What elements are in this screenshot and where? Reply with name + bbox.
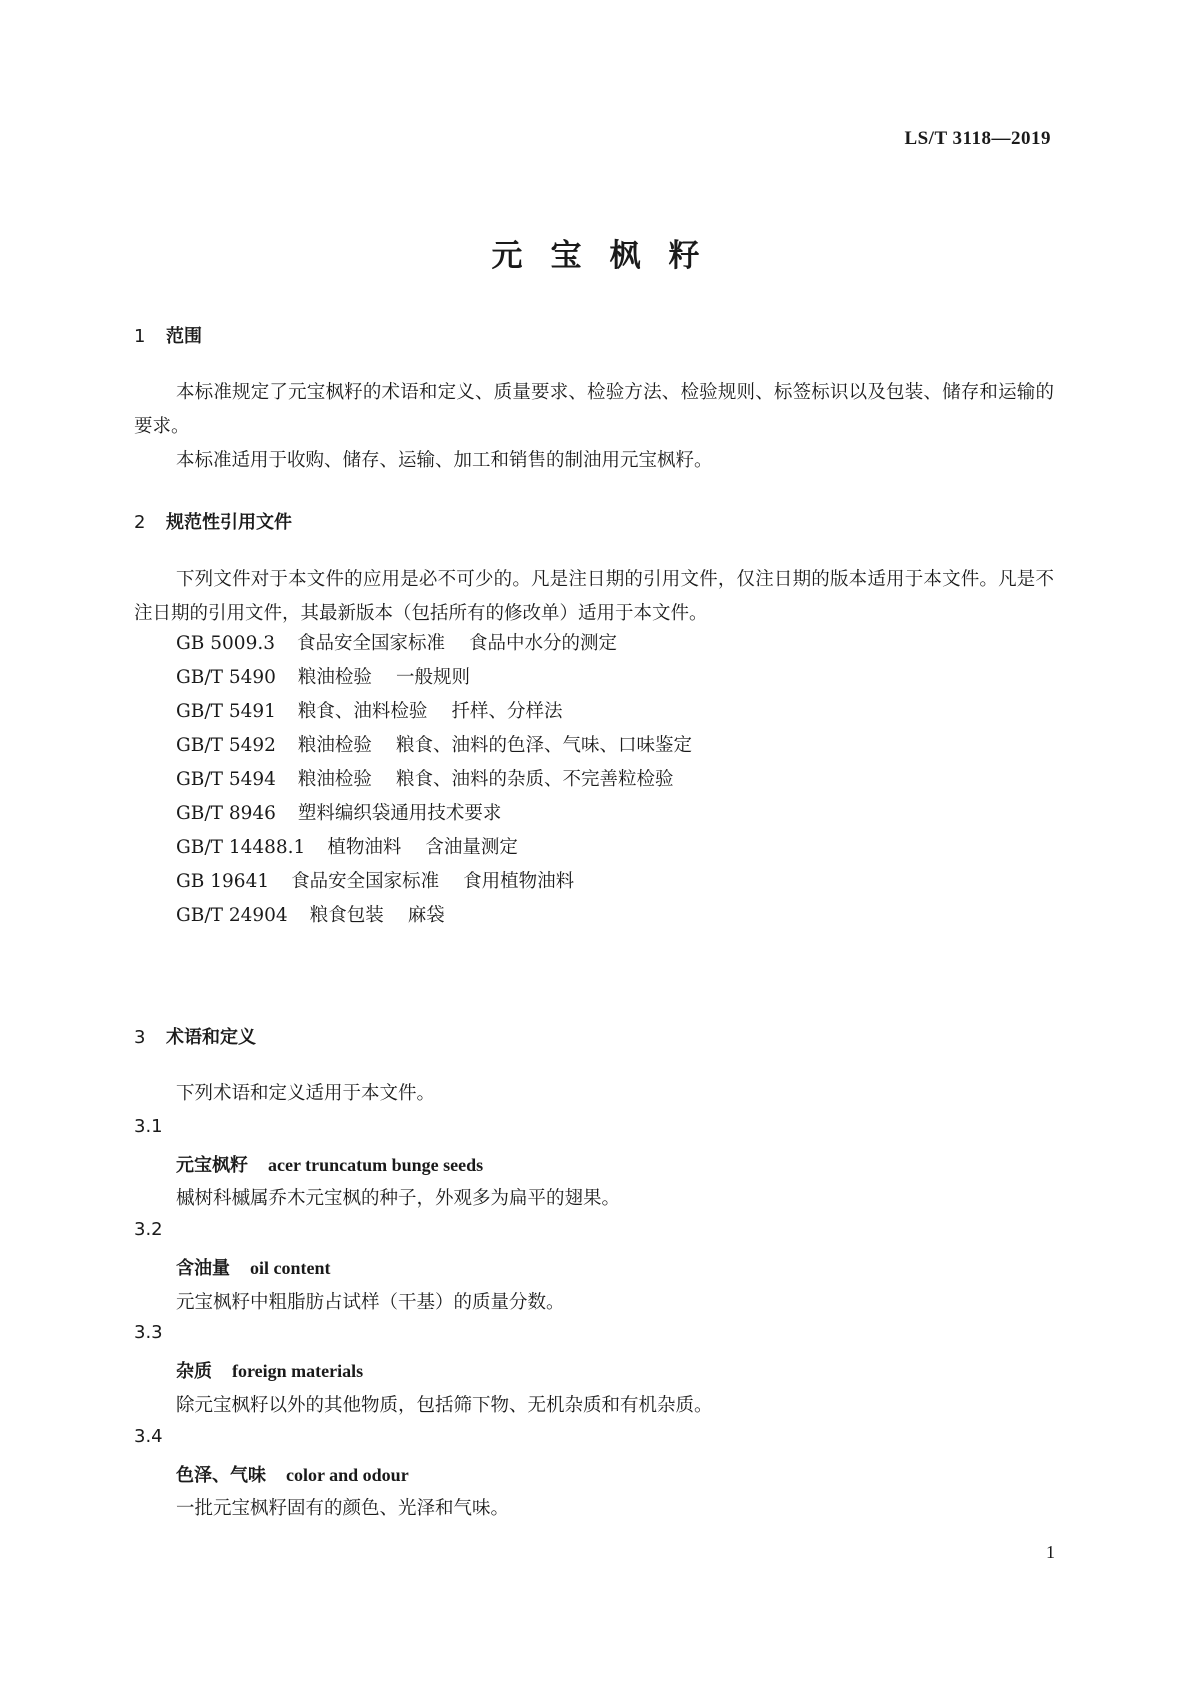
term-name [176, 1151, 483, 1177]
reference-code: GB/T 8946 [176, 803, 276, 824]
reference-list [176, 627, 692, 933]
term-definition: 元宝枫籽中粗脂肪占试样（干基）的质量分数。 [176, 1292, 565, 1313]
reference-title: 植物油料 [327, 837, 402, 858]
reference-subtitle: 食用植物油料 [463, 871, 575, 892]
reference-subtitle: 粮食、油料的杂质、不完善粒检验 [395, 769, 674, 790]
section-title: 范围 [166, 326, 202, 347]
term-name-en: color and odour [286, 1465, 409, 1485]
term-number: 3.3 [134, 1322, 163, 1343]
paragraph: 下列文件对于本文件的应用是必不可少的。凡是注日期的引用文件，仅注日期的版本适用于本文件。凡是不注日期的引用文件，其最新版本（包括所有的修改单）适用于本文件。 [134, 569, 1054, 624]
reference-subtitle: 扦样、分样法 [451, 701, 563, 722]
section-number: 2 [134, 512, 146, 533]
reference-title: 粮食包装 [309, 905, 384, 926]
reference-title: 粮食、油料检验 [297, 701, 428, 722]
reference-item [176, 899, 692, 933]
section-heading-normative-references [134, 508, 292, 534]
paragraph: 本标准规定了元宝枫籽的术语和定义、质量要求、检验方法、检验规则、标签标识以及包装、储存和运输的要求。 [134, 382, 1054, 437]
reference-title: 粮油检验 [297, 667, 372, 688]
reference-item [176, 729, 692, 763]
reference-item [176, 865, 692, 899]
term-name-zh: 色泽、气味 [176, 1465, 266, 1486]
section-title: 规范性引用文件 [166, 512, 292, 533]
reference-code: GB 5009.3 [176, 633, 275, 654]
reference-item [176, 695, 692, 729]
page-number: 1 [1046, 1542, 1055, 1562]
section-number: 3 [134, 1027, 146, 1048]
reference-subtitle: 麻袋 [407, 905, 445, 926]
reference-code: GB/T 5492 [176, 735, 276, 756]
term-name-zh: 含油量 [176, 1258, 230, 1279]
term-name-en: oil content [250, 1258, 331, 1278]
term-name [176, 1254, 331, 1280]
reference-code: GB 19641 [176, 871, 270, 892]
reference-subtitle: 一般规则 [395, 667, 470, 688]
reference-item [176, 661, 692, 695]
section-terms-intro [134, 1077, 1054, 1111]
term-name [176, 1357, 363, 1383]
reference-subtitle: 粮食、油料的色泽、气味、口味鉴定 [395, 735, 692, 756]
term-number: 3.4 [134, 1426, 163, 1447]
reference-title: 粮油检验 [297, 769, 372, 790]
term-name-zh: 杂质 [176, 1361, 212, 1382]
reference-code: GB/T 5491 [176, 701, 276, 722]
reference-title: 粮油检验 [297, 735, 372, 756]
reference-subtitle: 含油量测定 [425, 837, 518, 858]
term-definition: 除元宝枫籽以外的其他物质，包括筛下物、无机杂质和有机杂质。 [176, 1395, 713, 1416]
paragraph: 本标准适用于收购、储存、运输、加工和销售的制油用元宝枫籽。 [176, 450, 713, 471]
reference-subtitle: 食品中水分的测定 [469, 633, 618, 654]
term-name-en: foreign materials [232, 1361, 364, 1381]
section-title: 术语和定义 [166, 1027, 256, 1048]
reference-item [176, 763, 692, 797]
reference-code: GB/T 5490 [176, 667, 276, 688]
reference-title: 食品安全国家标准 [297, 633, 446, 654]
document-title: 元宝枫籽 [491, 238, 728, 274]
term-name-zh: 元宝枫籽 [176, 1155, 248, 1176]
term-definition: 一批元宝枫籽固有的颜色、光泽和气味。 [176, 1498, 510, 1519]
section-references-intro [134, 563, 1054, 631]
term-name-en: acer truncatum bunge seeds [268, 1155, 484, 1175]
section-number: 1 [134, 326, 146, 347]
reference-title: 塑料编织袋通用技术要求 [297, 803, 502, 824]
term-number: 3.1 [134, 1116, 163, 1137]
reference-code: GB/T 14488.1 [176, 837, 306, 858]
standard-code: LS/T 3118—2019 [904, 128, 1051, 149]
section-scope-body [134, 376, 1054, 478]
term-name [176, 1461, 409, 1487]
reference-title: 食品安全国家标准 [291, 871, 440, 892]
paragraph: 下列术语和定义适用于本文件。 [176, 1083, 436, 1104]
reference-item [176, 831, 692, 865]
reference-code: GB/T 24904 [176, 905, 288, 926]
reference-item [176, 627, 692, 661]
section-heading-terms [134, 1023, 256, 1049]
term-number: 3.2 [134, 1219, 163, 1240]
reference-item [176, 797, 692, 831]
section-heading-scope [134, 322, 202, 348]
reference-code: GB/T 5494 [176, 769, 276, 790]
term-definition: 槭树科槭属乔木元宝枫的种子，外观多为扁平的翅果。 [176, 1188, 621, 1209]
